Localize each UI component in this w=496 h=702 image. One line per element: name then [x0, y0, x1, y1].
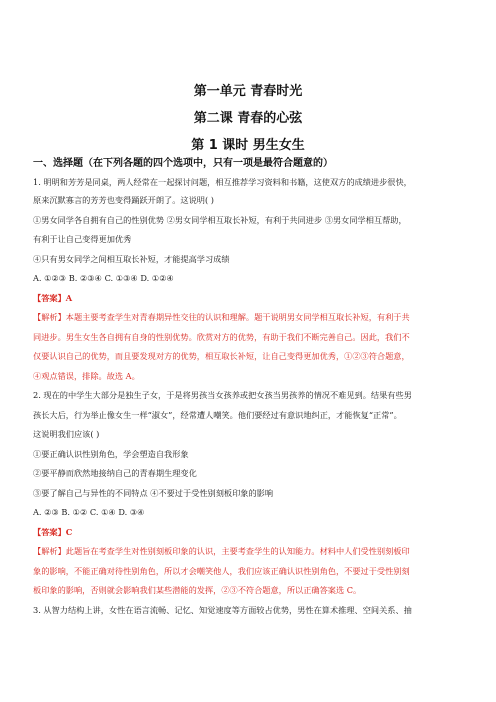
analysis-line: 仅要认识自己的优势，而且要发现对方的优势，相互取长补短，让自己变得更加优秀，①②③符合题意， [33, 351, 410, 361]
lesson-title: 第二课 青春的心弦 [193, 111, 303, 126]
options-line: A. ①②③ B. ②③④ C. ①③④ D. ①②④ [33, 273, 174, 283]
answer-label: 【答案】A [33, 293, 73, 303]
analysis-line: 【解析】此题旨在考查学生对性别刻板印象的认识，主要考查学生的认知能力。材料中人们受性别刻板印 [33, 546, 410, 556]
text-line: 1. 明明和芳芳是同桌，两人经常在一起探讨问题，相互推荐学习资料和书籍，这使双方的成绩进步很快， [33, 177, 412, 187]
text-line: 2. 现在的中学生大部分是独生子女，于是将男孩当女孩养或把女孩当男孩养的情况不难见到。结果有些男 [33, 390, 412, 400]
analysis-line: 象的影响，不能正确对待性别角色，所以才会嘲笑他人，我们应该正确认识性别角色，不要过于受性别刻 [33, 566, 410, 576]
analysis-line: ④观点错误，排除。故选 A。 [33, 371, 140, 381]
text-line: 3. 从智力结构上讲，女性在语言流畅、记忆、知觉速度等方面较占优势，男性在算术推理、空间关系、抽 [33, 605, 412, 615]
text-line: 原来沉默寡言的芳芳也变得踊跃开朗了。这说明( ) [33, 195, 214, 205]
text-line: ②要平静而欣然地接纳自己的青春期生理变化 [33, 468, 197, 478]
text-line: ③要了解自己与异性的不同特点 ④不要过于受性别刻板印象的影响 [33, 488, 274, 498]
text-line: 有利于让自己变得更加优秀 [33, 234, 132, 244]
text-line: ①男女同学各自拥有自己的性别优势 ②男女同学相互取长补短，有利于共同进步 ③男女同学相互帮助， [33, 215, 407, 225]
analysis-line: 同进步。男生女生各自拥有自身的性别优势。欣赏对方的优势，有助于我们不断完善自己。因此，我们不 [33, 332, 410, 342]
analysis-line: 【解析】本题主要考查学生对青春期异性交往的认识和理解。题干说明男女同学相互取长补短，有利于共 [33, 312, 410, 322]
text-line: ①要正确认识性别角色，学会塑造自我形象 [33, 449, 189, 459]
text-line: 这说明我们应该( ) [33, 429, 100, 439]
text-line: 孩长大后，行为举止像女生一样“淑女”，经常遭人嘲笑。他们要经过有意识地纠正，才能恢复“正常”。 [33, 410, 402, 420]
answer-label: 【答案】C [33, 527, 73, 537]
unit-title: 第一单元 青春时光 [193, 84, 303, 99]
text-line: ④只有男女同学之间相互取长补短，才能提高学习成绩 [33, 254, 230, 264]
options-line: A. ②③ B. ①② C. ①④ D. ③④ [33, 507, 145, 517]
analysis-line: 板印象的影响，否则就会影响我们某些潜能的发挥，②③不符合题意，所以正确答案选 C。 [33, 585, 362, 595]
section-title: 一、选择题（在下列各题的四个选项中，只有一项是最符合题意的） [33, 158, 333, 169]
period-title: 第 1 课时 男生女生 [191, 138, 305, 153]
